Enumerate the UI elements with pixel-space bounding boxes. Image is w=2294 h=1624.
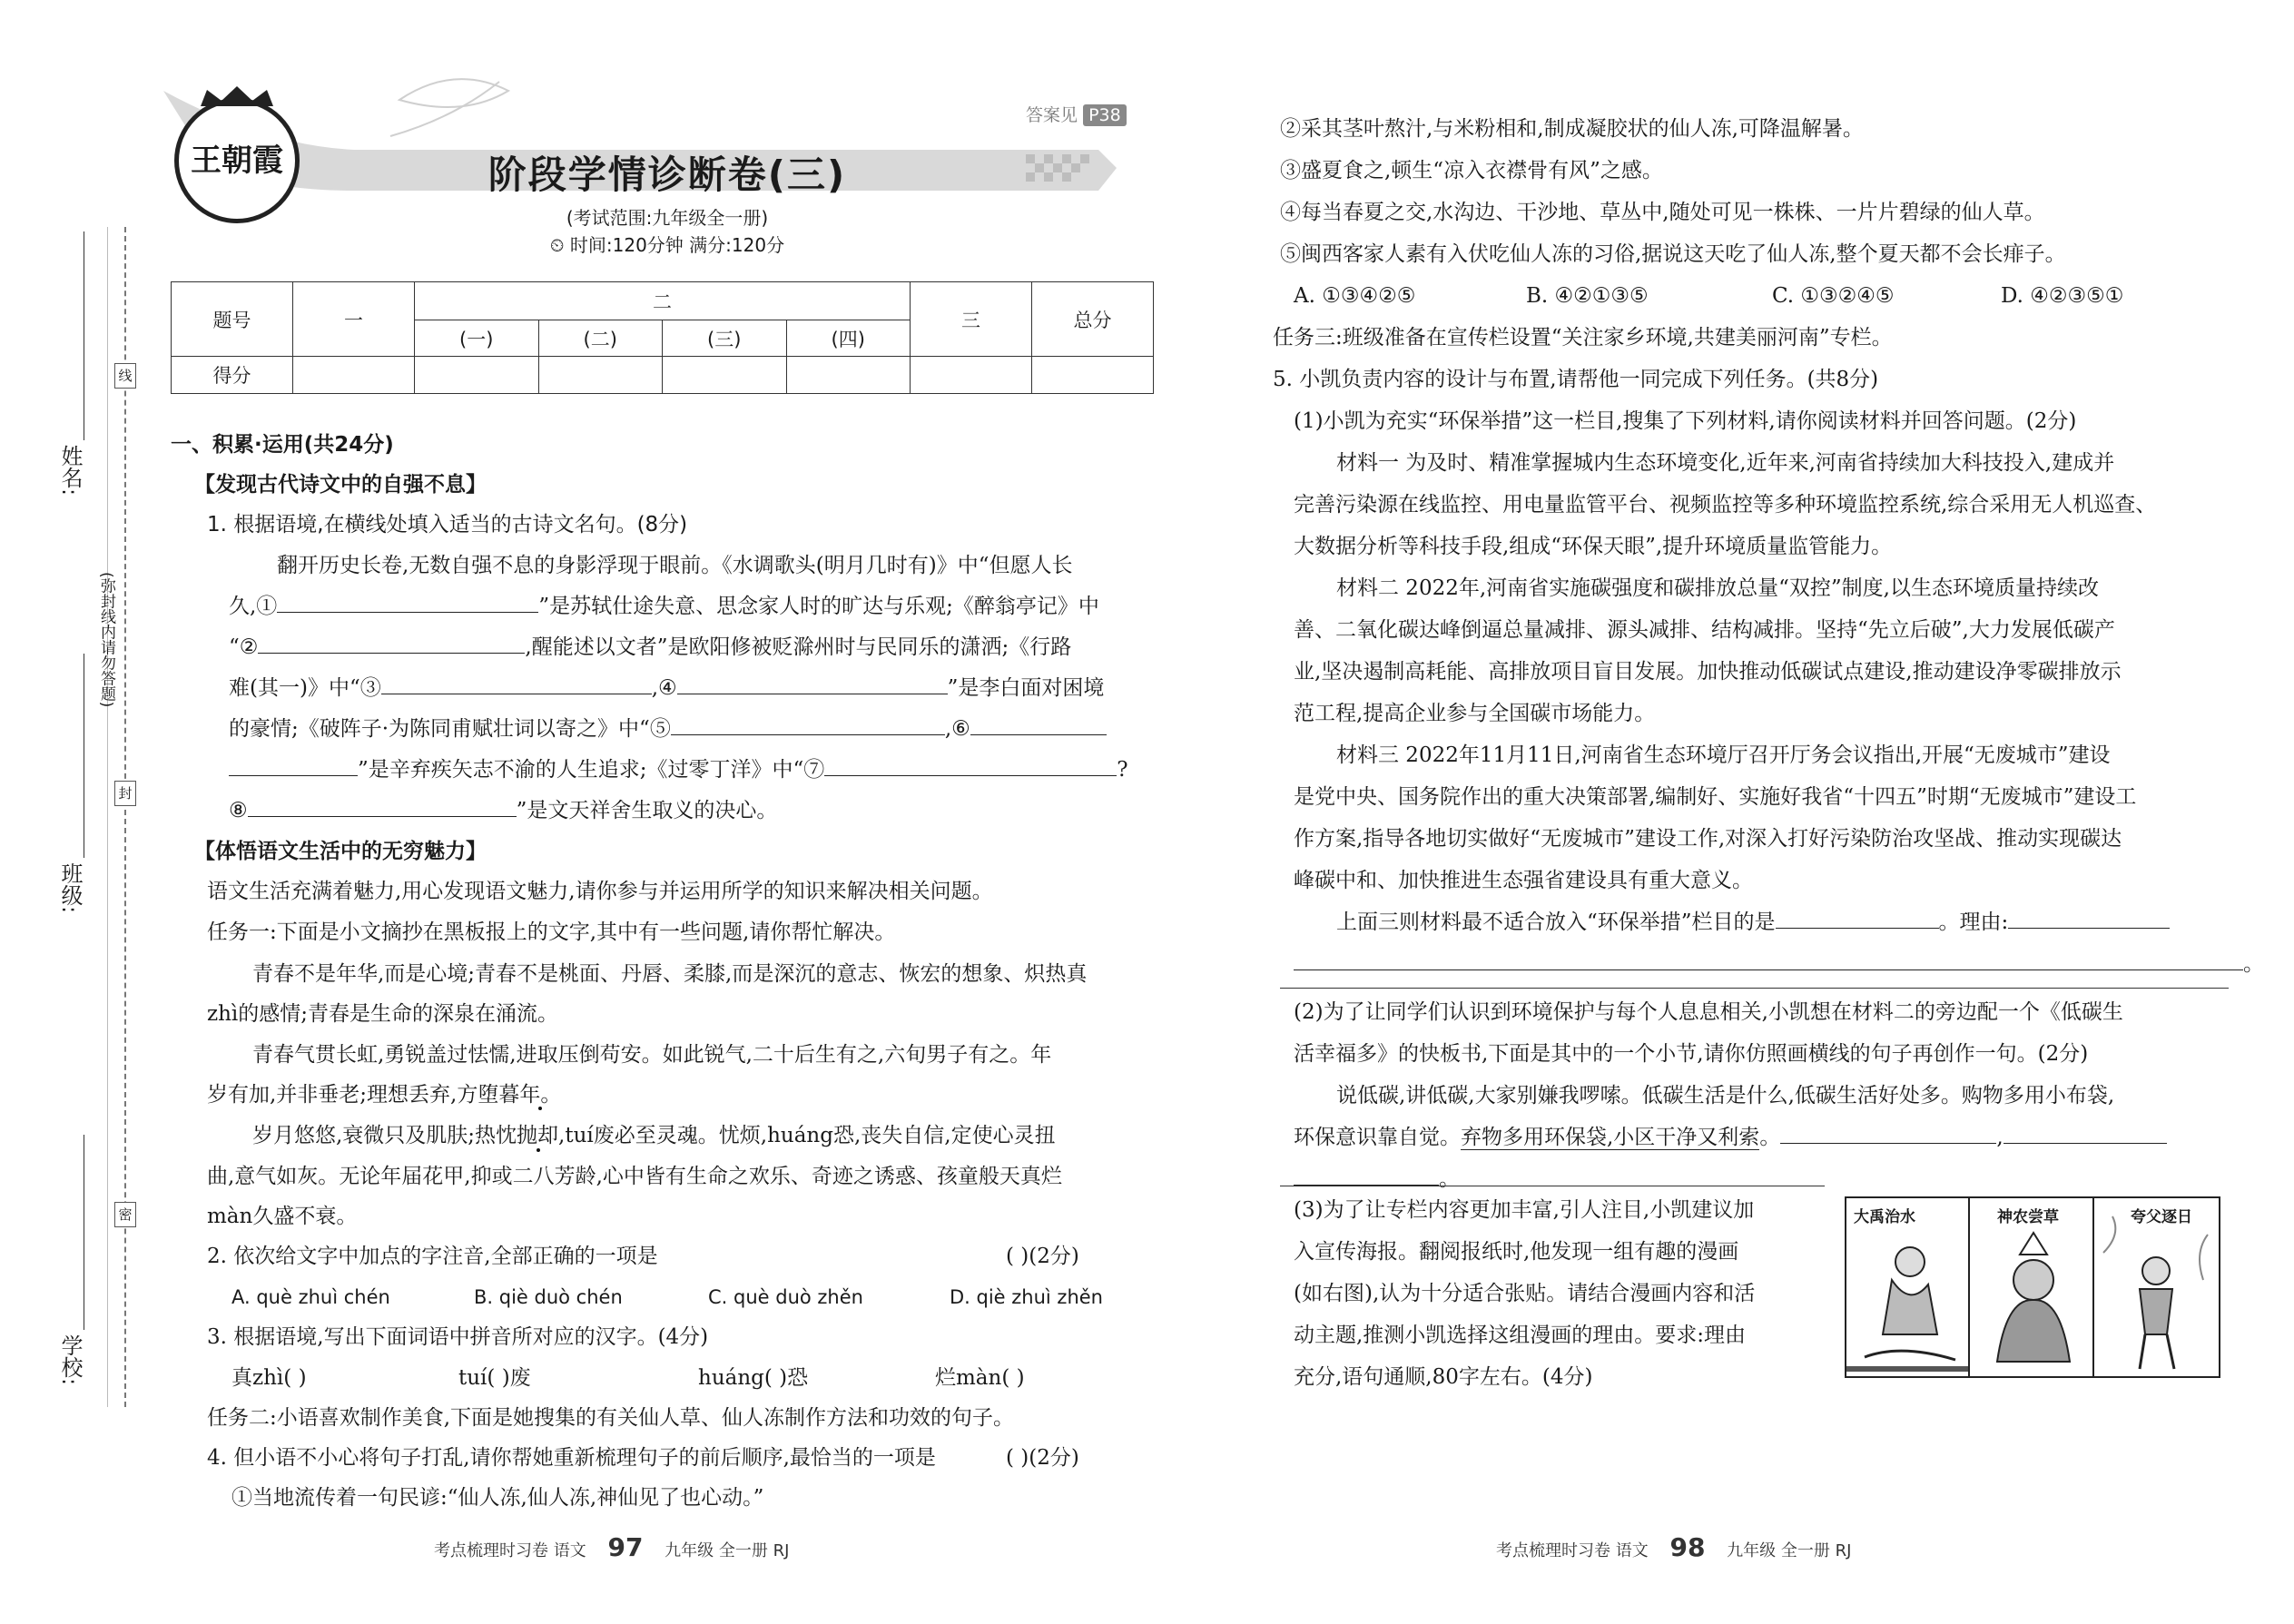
question-4: 4. 但小语不小心将句子打乱,请你帮她重新梳理句子的前后顺序,最恰当的一项是 — [207, 1446, 936, 1470]
q1-text: ”是辛弃疾矢志不渝的人生追求;《过零丁洋》中“⑦ — [358, 758, 825, 782]
comic-title-3: 夸父逐日 — [2131, 1208, 2192, 1226]
q5-part-2-line-1: (2)为了让同学们认识到环境保护与每个人息息相关,小凯想在材料二的旁边配一个《低碳生 — [1294, 1000, 2123, 1024]
footer-right-pre: 考点梳理时习卷 语文 — [1496, 1541, 1649, 1560]
q1-text: 难(其一)》中“③ — [229, 676, 381, 700]
passage-b-line-2: 岁有加,并非垂老;理想丢弃,方堕暮年。 — [207, 1083, 562, 1107]
q5-part-3-line-2: 入宣传海报。翻阅报纸时,他发现一组有趣的漫画 — [1294, 1240, 1739, 1264]
q1-para-line-4 — [229, 674, 1104, 703]
answer-ref-page: P38 — [1083, 104, 1127, 126]
answer-blank-1[interactable] — [277, 592, 538, 613]
q1-text: 1. 根据语境,在横线处填入适当的古诗文名句。(8分) — [207, 513, 688, 536]
passage-c-line-1: 岁月悠悠,衰微只及肌肤;热忱抛却,tuí废必至灵魂。忧烦,huáng恐,丧失自信,定使心灵扭 — [252, 1124, 1056, 1147]
score-row-label: 得分 — [172, 357, 293, 394]
task3-text: 任务三:班级准备在宣传栏设置“关注家乡环境,共建美丽河南”专栏。 — [1273, 326, 1893, 349]
comic-strip — [1845, 1196, 2220, 1378]
score-cell[interactable] — [538, 357, 663, 394]
brand-logo — [174, 98, 300, 223]
kb-end: 。 — [1439, 1167, 1460, 1191]
pinyin-dot-duo — [539, 1103, 540, 1104]
task2-text: 任务二:小语喜欢制作美食,下面是她搜集的有关仙人草、仙人冻制作方法和功效的句子。 — [207, 1406, 1015, 1430]
material-2-line-4: 范工程,提高企业参与全国碳市场能力。 — [1294, 702, 1656, 725]
q5-part-2-line-2: 活幸福多》的快板书,下面是其中的一个小节,请你仿照画横线的句子再创作一句。(2分) — [1294, 1042, 2089, 1066]
q5-part-3-line-4: 动主题,推测小凯选择这组漫画的理由。要求:理由 — [1294, 1324, 1747, 1347]
class-label: 班级: — [57, 862, 83, 914]
name-label: 姓名: — [57, 445, 83, 497]
page-number-left: 97 — [607, 1532, 644, 1562]
exam-time — [517, 231, 817, 257]
passage-b-line-1: 青春气贯长虹,勇锐盖过怯懦,进取压倒苟安。如此锐气,二十后生有之,六旬男子有之。年 — [252, 1043, 1052, 1067]
q1-para-line-1: 翻开历史长卷,无数自强不息的身影浮现于眼前。《水调歌头(明月几时有)》中“但愿人长 — [277, 554, 1073, 577]
q1-text: ”是苏轼仕途失意、思念家人时的旷达与乐观;《醉翁亭记》中 — [538, 595, 1099, 618]
ask-text: 。理由: — [1938, 910, 2009, 934]
subsection-heading-1: 【发现古代诗文中的自强不息】 — [194, 473, 487, 497]
answer-blank-5[interactable] — [671, 714, 945, 735]
q4-option-a[interactable]: A. ①③④②⑤ — [1294, 284, 1416, 308]
score-header-no: 题号 — [172, 282, 293, 357]
score-cell[interactable] — [786, 357, 911, 394]
comic-figure-3-icon — [2094, 1198, 2219, 1376]
q1-text: ”是李白面对困境 — [947, 676, 1105, 700]
q4-option-b[interactable]: B. ④②①③⑤ — [1526, 284, 1649, 308]
score-cell[interactable] — [415, 357, 539, 394]
page-number-right: 98 — [1669, 1532, 1706, 1562]
binding-notice: (弥封线内请勿答题) — [97, 572, 115, 708]
footer-left-pre: 考点梳理时习卷 语文 — [434, 1541, 586, 1560]
question-2 — [207, 1242, 658, 1271]
comic-title-2: 神农尝草 — [1997, 1208, 2059, 1226]
q1-text: “② — [229, 635, 259, 659]
answer-blank-material[interactable] — [1776, 908, 1939, 929]
q1-text: ,④ — [651, 676, 677, 700]
q5-part-3-line-3: (如右图),认为十分适合张贴。请结合漫画内容和活 — [1294, 1282, 1756, 1305]
seal-char-seal: 封 — [114, 781, 136, 806]
ask-text: 上面三则材料最不适合放入“环保举措”栏目的是 — [1336, 910, 1776, 934]
kb-text: 环保意识靠自觉。 — [1294, 1126, 1461, 1149]
q1-text: ,⑥ — [944, 717, 970, 741]
comic-title-1: 大禹治水 — [1854, 1208, 1915, 1226]
answer-blank-7[interactable] — [824, 755, 1117, 776]
sentence-5: ⑤闽西客家人素有入伏吃仙人冻的习俗,据说这天吃了仙人冻,整个夏天都不会长痱子。 — [1280, 242, 2066, 266]
answer-reference — [1026, 102, 1127, 126]
material-1-line-3: 大数据分析等科技手段,组成“环保天眼”,提升环境质量监管能力。 — [1294, 535, 1893, 558]
answer-blank-2[interactable] — [258, 633, 525, 654]
answer-blank-kb-2[interactable] — [2004, 1123, 2167, 1144]
q1-text: 的豪情;《破阵子·为陈同甫赋壮词以寄之》中“⑤ — [229, 717, 671, 741]
comic-panel-2 — [1970, 1198, 2094, 1376]
score-cell[interactable] — [911, 357, 1032, 394]
kb-text: 。 — [1759, 1126, 1781, 1149]
seal-char-secret: 密 — [114, 1202, 136, 1227]
q1-text: ,醒能述以文者”是欧阳修被贬滁州时与民同乐的潇洒;《行路 — [525, 635, 1072, 659]
logo-text: 王朝霞 — [191, 143, 283, 179]
material-1-line-2: 完善污染源在线监控、用电量监管平台、视频监控等多种环境监控系统,综合采用无人机巡查、 — [1294, 493, 2157, 517]
passage-a-line-1: 青春不是年华,而是心境;青春不是桃面、丹唇、柔膝,而是深沉的意志、恢宏的想象、炽热真 — [252, 962, 1088, 986]
task1-content: 任务一:下面是小文摘抄在黑板报上的文字,其中有一些问题,请你帮忙解决。 — [207, 920, 896, 944]
kuaiban-line-3 — [1294, 1165, 1460, 1194]
answer-blank-kb-3[interactable] — [1294, 1165, 1439, 1186]
material-2-line-2: 善、二氧化碳达峰倒逼总量减排、源头减排、结构减排。坚持“先立后破”,大力发展低碳产 — [1294, 618, 2115, 642]
kb-comma: , — [1996, 1126, 2004, 1149]
task1-text — [207, 918, 895, 947]
clock-icon: ⏲ — [549, 234, 565, 256]
q5-part-3-line-1: (3)为了让专栏内容更加丰富,引人注目,小凯建议加 — [1294, 1198, 1755, 1222]
material-3-line-2: 是党中央、国务院作出的重大决策部署,编制好、实施好我省“十四五”时期“无废城市”建设工 — [1294, 785, 2137, 809]
sentence-2: ②采其茎叶熬汁,与米粉相和,制成凝胶状的仙人冻,可降温解暑。 — [1280, 117, 1864, 141]
q2-text: 2. 依次给文字中加点的字注音,全部正确的一项是 — [207, 1245, 658, 1268]
binding-dashed-line — [124, 227, 126, 1407]
comic-figure-2-icon — [1970, 1198, 2092, 1376]
score-header-3: 三 — [911, 282, 1032, 357]
q2-option-b[interactable]: B. qiè duò chén — [474, 1286, 623, 1308]
kuaiban-line-2 — [1294, 1123, 2167, 1152]
q1-text: ? — [1117, 758, 1128, 782]
q3-item-1[interactable]: 真zhì( ) — [231, 1366, 307, 1390]
q5-1-reason-line — [1294, 950, 2264, 979]
q4-option-c[interactable]: C. ①③②④⑤ — [1772, 284, 1895, 308]
answer-blank-8[interactable] — [248, 796, 517, 817]
q2-option-a[interactable]: A. què zhuì chén — [231, 1286, 390, 1308]
answer-ref-label: 答案见 — [1026, 105, 1078, 125]
answer-blank-3[interactable] — [381, 674, 652, 694]
seal-char-line: 线 — [114, 363, 136, 389]
q3-item-4[interactable]: 烂màn( ) — [935, 1366, 1025, 1390]
score-sub-1: (一) — [415, 320, 539, 357]
q4-answer-paren[interactable]: ( )(2分) — [1006, 1446, 1079, 1470]
intro-text: 语文生活充满着魅力,用心发现语文魅力,请你参与并运用所学的知识来解决相关问题。 — [207, 880, 993, 903]
score-sub-4: (四) — [786, 320, 911, 357]
score-table — [171, 281, 1154, 394]
kuaiban-line-1: 说低碳,讲低碳,大家别嫌我啰嗦。低碳生活是什么,低碳生活好处多。购物多用小布袋, — [1336, 1084, 2115, 1107]
q1-para-line-3 — [229, 633, 1071, 662]
q2-answer-paren[interactable]: ( )(2分) — [1006, 1245, 1079, 1268]
footer-left — [434, 1532, 789, 1562]
answer-blank-6-cont[interactable] — [229, 755, 358, 776]
material-1-line-1: 材料一 为及时、精准掌握城内生态环境变化,近年来,河南省持续加大科技投入,建成并 — [1336, 451, 2115, 475]
page-title: 阶段学情诊断卷(三) — [487, 153, 847, 197]
sentence-1: ①当地流传着一句民谚:“仙人冻,仙人冻,神仙见了也心动。” — [231, 1486, 764, 1510]
answer-blank-6[interactable] — [970, 714, 1107, 735]
comic-panel-3 — [2094, 1198, 2219, 1376]
question-1 — [207, 510, 687, 539]
logo-crown-icon — [196, 84, 278, 108]
passage-c-line-3: màn久盛不衰。 — [207, 1205, 358, 1228]
answer-blank-reason[interactable] — [2008, 908, 2170, 929]
answer-blank-kb-1[interactable] — [1780, 1123, 1996, 1144]
ask-end: 。 — [2243, 952, 2264, 976]
sentence-4: ④每当春夏之交,水沟边、干沙地、草丛中,随处可见一株株、一片片碧绿的仙人草。 — [1280, 201, 2045, 224]
score-cell[interactable] — [293, 357, 415, 394]
passage-a-line-2: zhì的感情;青春是生命的深泉在涌流。 — [207, 1002, 559, 1026]
q2-option-d[interactable]: D. qiè zhuì zhěn — [950, 1286, 1103, 1308]
answer-blank-reason-cont[interactable] — [1294, 950, 2243, 970]
q1-para-line-7 — [229, 796, 777, 825]
q3-item-3[interactable]: huáng( )恐 — [698, 1366, 809, 1390]
score-cell[interactable] — [663, 357, 787, 394]
divider — [1280, 988, 2229, 989]
footer-left-post: 九年级 全一册 RJ — [665, 1541, 790, 1560]
score-header-2: 二 — [415, 282, 911, 320]
q4-option-d[interactable]: D. ④②③⑤① — [2001, 284, 2124, 308]
subsection-heading-2: 【体悟语文生活中的无穷魅力】 — [194, 840, 487, 863]
exam-scope: (考试范围:九年级全一册) — [566, 207, 769, 229]
q1-para-line-6 — [229, 755, 1128, 784]
footer-right-post: 九年级 全一册 RJ — [1727, 1541, 1852, 1560]
pinyin-dot-chen — [537, 1145, 538, 1146]
score-sub-2: (二) — [538, 320, 663, 357]
score-cell[interactable] — [1032, 357, 1154, 394]
comic-panel-1 — [1846, 1198, 1970, 1376]
material-3-line-4: 峰碳中和、加快推进生态强省建设具有重大意义。 — [1294, 869, 1753, 892]
q2-option-c[interactable]: C. què duò zhěn — [708, 1286, 863, 1308]
answer-blank-4[interactable] — [677, 674, 948, 694]
material-3-line-1: 材料三 2022年11月11日,河南省生态环境厅召开厅务会议指出,开展“无废城市”建设 — [1336, 743, 2111, 767]
q3-item-2[interactable]: tuí( )废 — [458, 1366, 531, 1390]
time-info: 时间:120分钟 满分:120分 — [569, 234, 785, 256]
q1-para-line-2 — [229, 592, 1099, 621]
question-3: 3. 根据语境,写出下面词语中拼音所对应的汉字。(4分) — [207, 1325, 709, 1349]
kb-underlined-sentence: 弃物多用环保袋,小区干净又利索 — [1461, 1126, 1760, 1149]
material-2-line-3: 业,坚决遏制高耗能、高排放项目盲目发展。加快推动低碳试点建设,推动建设净零碳排放示 — [1294, 660, 2122, 684]
question-5: 5. 小凯负责内容的设计与布置,请帮他一同完成下列任务。(共8分) — [1273, 368, 1879, 391]
material-3-line-3: 作方案,指导各地切实做好“无废城市”建设工作,对深入打好污染防治攻坚战、推动实现碳达 — [1294, 827, 2122, 851]
score-sub-3: (三) — [663, 320, 787, 357]
school-label: 学校: — [57, 1334, 83, 1386]
comic-figure-1-icon — [1846, 1198, 1968, 1376]
binding-solid-line — [107, 227, 108, 1407]
sentence-3: ③盛夏食之,顿生“凉入衣襟骨有风”之感。 — [1280, 159, 1663, 182]
score-header-total: 总分 — [1032, 282, 1154, 357]
q1-text: ”是文天祥舍生取义的决心。 — [516, 799, 778, 822]
score-header-1: 一 — [293, 282, 415, 357]
q1-text: 久,① — [229, 595, 278, 618]
q1-text: ⑧ — [229, 799, 248, 822]
q1-para-line-5 — [229, 714, 1107, 743]
q5-1-ask — [1336, 908, 2170, 937]
footer-right — [1496, 1532, 1851, 1562]
q5-part-1: (1)小凯为充实“环保举措”这一栏目,搜集了下列材料,请你阅读材料并回答问题。(2分) — [1294, 409, 2077, 433]
q5-part-3-line-5: 充分,语句通顺,80字左右。(4分) — [1294, 1365, 1593, 1389]
section1-heading: 一、积累·运用(共24分) — [171, 433, 394, 457]
passage-c-line-2: 曲,意气如灰。无论年届花甲,抑或二八芳龄,心中皆有生命之欢乐、奇迹之诱惑、孩童般天真烂 — [207, 1165, 1062, 1188]
material-2-line-1: 材料二 2022年,河南省实施碳强度和碳排放总量“双控”制度,以生态环境质量持续改 — [1336, 576, 2099, 600]
